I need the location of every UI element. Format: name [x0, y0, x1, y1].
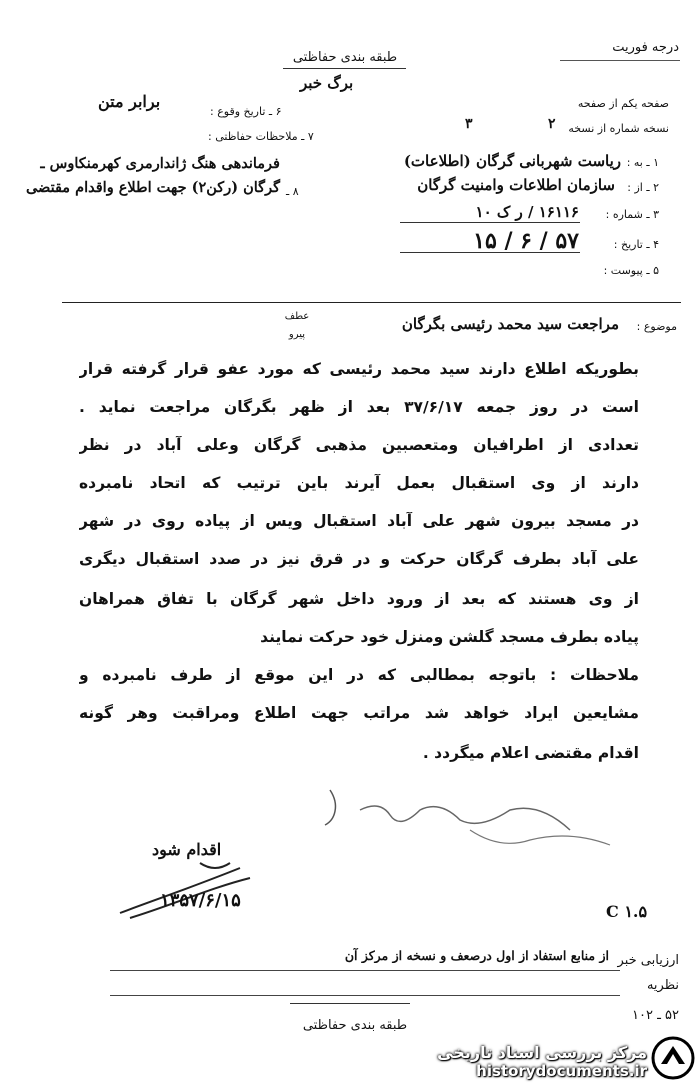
classification-bottom-line [290, 1003, 410, 1004]
handwritten-signature-scribble [320, 780, 620, 870]
body-line: ملاحظات : باتوجه بمطالبی که در این موقع از طرف نامبرده و [79, 666, 639, 684]
code-right: ۱.۵ C [606, 902, 648, 921]
cc-value: فرماندهی هنگ ژاندارمری کهرمنکاوس ـ گرگان (رکن۲) جهت اطلاع واقدام مقتضی [25, 155, 280, 196]
body-line: پیاده بطرف مسجد گلشن ومنزل خود حرکت نمایند [260, 628, 639, 646]
number-value: ۱۶۱۱۶ / ر ک ۱۰ [475, 203, 579, 221]
priority-label: درجه فوریت [612, 40, 679, 55]
report-date-label: ۶ ـ تاریخ وقوع : [210, 105, 282, 118]
body-line: اقدام مقتضی اعلام میگردد . [422, 744, 639, 762]
body-line: در مسجد بیرون شهر علی آباد استقبال ویس از پیاده روی در شهر [79, 512, 639, 530]
form-code: ۵۲ ـ ۱۰۲ [632, 1008, 679, 1023]
date-label: ۴ ـ تاریخ : [613, 238, 659, 251]
body-line: مشایعین ایراد خواهد شد مراتب جهت اطلاع ومراقبت وهر گونه [79, 704, 639, 722]
body-line: تعدادی از اطرافیان ومتعصبین مذهبی گرگان وعلی آباد در نظر [79, 436, 639, 454]
form-title: برگ خبر [300, 74, 354, 92]
body-line: است در روز جمعه ۳۷/۶/۱۷ بعد از ظهر بگرگان مراجعت نماید . [79, 398, 639, 416]
date-underline [400, 252, 580, 253]
header-divider [62, 302, 681, 303]
copy-label: نسخه شماره از نسخه [568, 122, 669, 135]
priority-line [560, 60, 680, 61]
page-label: صفحه یکم از صفحه [577, 97, 669, 110]
handwritten-top: برابر متن [98, 92, 161, 111]
hand-note-1: اقدام شود [152, 840, 222, 859]
watermark-logo-icon [651, 1036, 695, 1080]
opinion-label: نظریه [646, 978, 679, 993]
body-line: علی آباد بطرف گرگان حرکت و در قرق نیز در صدد استقبال دیگری [79, 550, 639, 568]
number-label: ۳ ـ شماره : [605, 208, 659, 221]
cc-label: ۸ ـ [286, 185, 299, 198]
evaluation-value: از منابع استفاد از اول درصعف و نسخه از مرکز آن [344, 948, 609, 963]
notes-label: ۷ ـ ملاحظات حفاظتی : [208, 130, 314, 143]
classification-top-line [283, 68, 406, 69]
to-label: ۱ ـ به : [626, 156, 659, 169]
classification-bottom: طبقه بندی حفاظتی [302, 1018, 408, 1033]
evaluation-label: ارزیابی خبر [617, 953, 679, 968]
date-value: ۵۷ / ۶ / ۱۵ [473, 228, 579, 254]
opinion-line [110, 995, 620, 996]
number-underline [400, 222, 580, 223]
copy-number: ۲ [548, 116, 556, 132]
subject-annotation: عطف پیرو [284, 311, 310, 340]
classification-top: طبقه بندی حفاظتی [292, 50, 398, 65]
from-label: ۲ ـ از : [627, 181, 659, 194]
watermark-url: historydocuments.ir [476, 1062, 647, 1080]
body-line: بطوریکه اطلاع دارند سید محمد رئیسی که مورد عفو قرار گرفته قرار [79, 360, 639, 378]
body-line: دارند از وی استقبال بعمل آیرند باین ترتیب که اتحاد نامبرده [79, 474, 639, 492]
attachment-label: ۵ ـ پیوست : [603, 264, 659, 277]
hand-note-2: ۱۳۵۷/۶/۱۵ [160, 890, 241, 911]
subject-value: مراجعت سید محمد رئیسی بگرگان [401, 315, 619, 333]
watermark-title: مرکز بررسی اسناد تاریخی [437, 1043, 647, 1062]
evaluation-line [110, 970, 620, 971]
body-line: از وی هستند که بعد از ورود داخل شهر گرگان با تفاق همراهان [79, 590, 639, 608]
to-value: ریاست شهربانی گرگان (اطلاعات) [403, 152, 621, 170]
copy-total: ۳ [465, 116, 473, 132]
subject-label: موضوع : [636, 320, 677, 333]
watermark [437, 1043, 647, 1080]
from-value: سازمان اطلاعات وامنیت گرگان [417, 176, 615, 194]
